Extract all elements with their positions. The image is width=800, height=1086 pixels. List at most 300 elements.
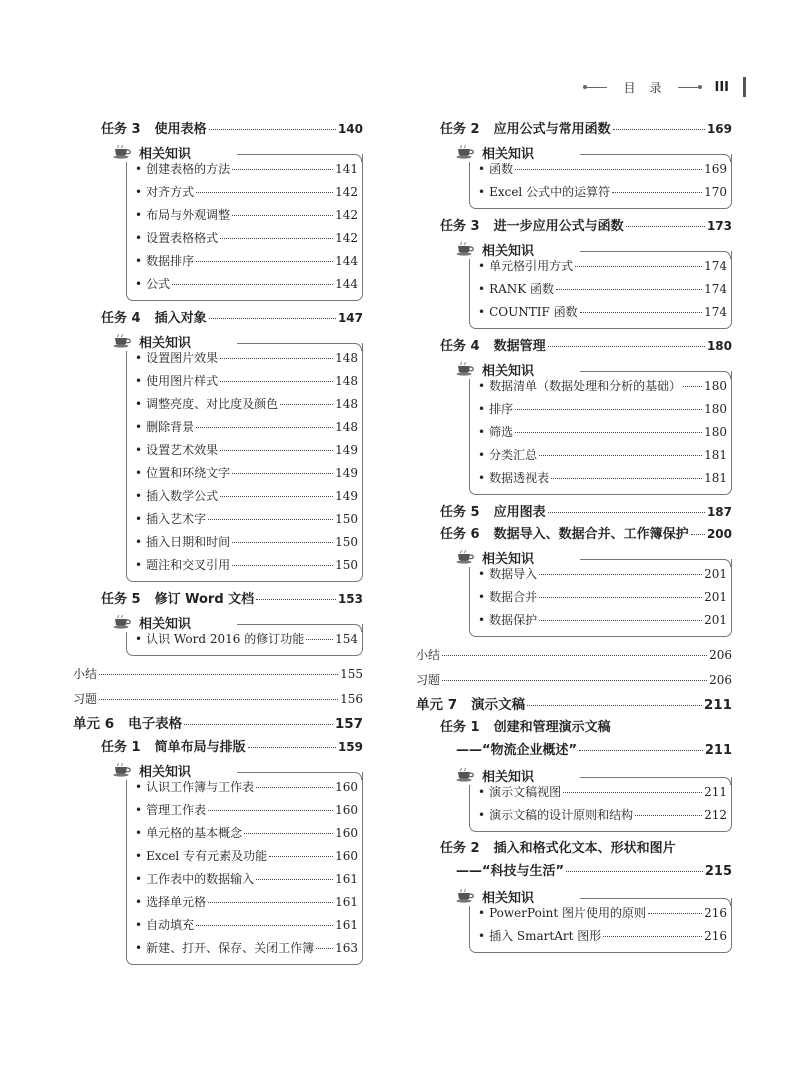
toc-task-entry[interactable] bbox=[440, 118, 732, 140]
entry-title bbox=[440, 717, 611, 739]
entry-page-number: 201 bbox=[704, 590, 727, 604]
entry-title-text: 函数 bbox=[489, 162, 514, 176]
dot-leader bbox=[442, 680, 707, 681]
entry-title bbox=[478, 804, 633, 827]
bullet-icon: • bbox=[478, 613, 486, 627]
entry-title bbox=[135, 845, 267, 868]
bullet-icon: • bbox=[478, 471, 486, 485]
bullet-icon: • bbox=[478, 425, 486, 439]
toc-knowledge-item[interactable] bbox=[135, 799, 358, 822]
dot-leader bbox=[527, 705, 702, 706]
bullet-icon: • bbox=[478, 929, 486, 943]
entry-title bbox=[135, 273, 170, 296]
dot-leader bbox=[269, 856, 333, 857]
entry-title bbox=[135, 462, 230, 485]
entry-page-number: 157 bbox=[334, 716, 363, 732]
dot-leader bbox=[515, 432, 702, 433]
bullet-icon: • bbox=[135, 162, 143, 176]
dot-leader bbox=[613, 129, 705, 130]
dot-leader bbox=[196, 192, 333, 193]
entry-title bbox=[478, 586, 537, 609]
bullet-icon: • bbox=[478, 162, 486, 176]
entry-title bbox=[440, 838, 676, 860]
toc-task-subtitle[interactable] bbox=[456, 739, 732, 763]
toc-unit-entry[interactable] bbox=[416, 693, 732, 717]
entry-title-text: 习题 bbox=[73, 692, 98, 706]
entry-page-number: 144 bbox=[335, 254, 358, 268]
dot-leader bbox=[563, 792, 702, 793]
coffee-cup-icon bbox=[456, 242, 476, 256]
related-knowledge-box bbox=[126, 764, 363, 965]
toc-task-entry[interactable] bbox=[101, 588, 363, 610]
related-knowledge-heading bbox=[456, 239, 538, 259]
entry-title-text: Excel 公式中的运算符 bbox=[489, 185, 611, 199]
toc-knowledge-item[interactable] bbox=[478, 804, 727, 827]
entry-title-text: 简单布局与排版 bbox=[154, 740, 246, 755]
entry-title bbox=[135, 227, 218, 250]
toc-task-entry[interactable] bbox=[440, 717, 732, 739]
dot-leader bbox=[515, 169, 702, 170]
entry-title-text: 调整亮度、对比度及颜色 bbox=[146, 397, 279, 411]
entry-title bbox=[440, 524, 689, 546]
entry-title-text: 新建、打开、保存、关闭工作簿 bbox=[146, 941, 315, 955]
toc-knowledge-item[interactable] bbox=[135, 439, 358, 462]
entry-title-text: 设置图片效果 bbox=[146, 351, 219, 365]
toc-knowledge-item[interactable] bbox=[135, 531, 358, 554]
related-knowledge-label: 相关知识 bbox=[482, 890, 535, 906]
entry-title-text: 使用图片样式 bbox=[146, 374, 219, 388]
dot-leader bbox=[209, 129, 336, 130]
toc-knowledge-item[interactable] bbox=[478, 586, 727, 609]
bullet-icon: • bbox=[478, 379, 486, 393]
entry-page-number: 181 bbox=[704, 471, 727, 485]
related-knowledge-box bbox=[469, 363, 732, 495]
entry-page-number: 174 bbox=[704, 259, 727, 273]
entry-title-text: 数据透视表 bbox=[489, 471, 550, 485]
bullet-icon: • bbox=[135, 849, 143, 863]
entry-title-text: COUNTIF 函数 bbox=[489, 305, 578, 319]
toc-misc-entry[interactable] bbox=[416, 668, 732, 693]
bullet-icon: • bbox=[135, 512, 143, 526]
dot-leader bbox=[232, 215, 333, 216]
toc-task-subtitle[interactable] bbox=[456, 860, 732, 884]
entry-title bbox=[135, 937, 314, 960]
toc-left-column bbox=[73, 118, 363, 971]
bullet-icon: • bbox=[478, 567, 486, 581]
toc-unit-entry[interactable] bbox=[73, 712, 363, 736]
entry-title bbox=[478, 181, 610, 204]
entry-title-text: 设置表格格式 bbox=[146, 231, 219, 245]
bullet-icon: • bbox=[478, 185, 486, 199]
toc-misc-entry[interactable] bbox=[416, 643, 732, 668]
entry-number: 任务 5 bbox=[440, 505, 480, 520]
toc-knowledge-item[interactable] bbox=[135, 462, 358, 485]
entry-title-text: 插入艺术字 bbox=[146, 512, 207, 526]
toc-misc-entry[interactable] bbox=[73, 662, 363, 687]
toc-knowledge-item[interactable] bbox=[135, 370, 358, 393]
entry-page-number: 206 bbox=[709, 648, 732, 662]
dot-leader bbox=[580, 312, 702, 313]
entry-title-text: 插入 SmartArt 图形 bbox=[489, 929, 602, 943]
entry-title-text: 创建和管理演示文稿 bbox=[493, 720, 611, 735]
bullet-icon: • bbox=[135, 895, 143, 909]
entry-title bbox=[135, 393, 278, 416]
toc-knowledge-item[interactable] bbox=[478, 181, 727, 204]
entry-title-text: 小结 bbox=[73, 667, 98, 681]
toc-task-entry[interactable] bbox=[440, 838, 732, 860]
entry-page-number: 180 bbox=[704, 402, 727, 416]
toc-knowledge-item[interactable] bbox=[135, 822, 358, 845]
entry-title-text: 管理工作表 bbox=[146, 803, 207, 817]
entry-title bbox=[440, 336, 546, 358]
entry-page-number: 148 bbox=[335, 374, 358, 388]
entry-title-text: 认识 Word 2016 的修订功能 bbox=[146, 632, 305, 646]
entry-number: 任务 1 bbox=[440, 720, 480, 735]
entry-number: 任务 6 bbox=[440, 527, 480, 542]
entry-page-number: 211 bbox=[703, 697, 732, 713]
entry-title bbox=[101, 119, 207, 141]
toc-task-entry[interactable] bbox=[440, 523, 732, 545]
dot-leader bbox=[256, 599, 336, 600]
toc-knowledge-item[interactable] bbox=[478, 278, 727, 301]
bullet-icon: • bbox=[135, 374, 143, 388]
dot-leader bbox=[635, 815, 702, 816]
related-knowledge-label: 相关知识 bbox=[139, 616, 192, 632]
dot-leader bbox=[548, 346, 705, 347]
entry-number: 任务 2 bbox=[440, 122, 480, 137]
header-edge-bar bbox=[743, 77, 746, 97]
toc-knowledge-item[interactable] bbox=[478, 398, 727, 421]
bullet-icon: • bbox=[478, 402, 486, 416]
entry-title bbox=[135, 891, 206, 914]
bullet-icon: • bbox=[135, 277, 143, 291]
entry-subtitle-text: ——“物流企业概述” bbox=[456, 743, 578, 758]
entry-page-number: 169 bbox=[706, 122, 732, 136]
toc-knowledge-item[interactable] bbox=[135, 227, 358, 250]
entry-page-number: 200 bbox=[706, 527, 732, 541]
related-knowledge-heading bbox=[456, 359, 538, 379]
entry-title-text: 单元格的基本概念 bbox=[146, 826, 243, 840]
dot-leader bbox=[539, 455, 702, 456]
entry-title-text: 插入和格式化文本、形状和图片 bbox=[493, 841, 676, 856]
entry-page-number: 160 bbox=[335, 826, 358, 840]
toc-task-entry[interactable] bbox=[440, 501, 732, 523]
entry-page-number: 142 bbox=[335, 185, 358, 199]
related-knowledge-label: 相关知识 bbox=[482, 243, 535, 259]
entry-page-number: 142 bbox=[335, 231, 358, 245]
toc-knowledge-item[interactable] bbox=[135, 485, 358, 508]
entry-title-text: 小结 bbox=[416, 648, 441, 662]
dot-leader bbox=[209, 318, 336, 319]
entry-number: 任务 5 bbox=[101, 592, 141, 607]
entry-title bbox=[440, 216, 624, 238]
dot-leader bbox=[626, 226, 705, 227]
entry-title bbox=[135, 181, 194, 204]
entry-title-text: 插入对象 bbox=[154, 311, 207, 326]
entry-title-text: 布局与外观调整 bbox=[146, 208, 231, 222]
entry-title bbox=[135, 485, 218, 508]
dot-leader bbox=[515, 409, 702, 410]
entry-number: 任务 1 bbox=[101, 740, 141, 755]
dot-leader bbox=[208, 902, 333, 903]
entry-title-text: 演示文稿 bbox=[471, 697, 526, 713]
toc-knowledge-item[interactable] bbox=[135, 554, 358, 577]
toc-task-entry[interactable] bbox=[101, 736, 363, 758]
toc-knowledge-item[interactable] bbox=[135, 393, 358, 416]
related-knowledge-heading bbox=[456, 765, 538, 785]
entry-page-number: 211 bbox=[704, 785, 727, 799]
related-knowledge-label: 相关知识 bbox=[139, 335, 192, 351]
entry-title bbox=[135, 370, 218, 393]
entry-number: 任务 4 bbox=[101, 311, 141, 326]
dot-leader bbox=[575, 266, 702, 267]
dot-leader bbox=[232, 169, 333, 170]
header-label: 目 录 bbox=[623, 80, 663, 95]
related-knowledge-box bbox=[126, 146, 363, 301]
bullet-icon: • bbox=[478, 590, 486, 604]
dot-leader bbox=[220, 450, 333, 451]
bullet-icon: • bbox=[135, 231, 143, 245]
header-ornament-right bbox=[678, 85, 702, 89]
dot-leader bbox=[220, 358, 333, 359]
entry-title bbox=[478, 925, 601, 948]
entry-page-number: 215 bbox=[704, 864, 732, 879]
entry-title bbox=[478, 609, 537, 632]
dot-leader bbox=[551, 478, 702, 479]
entry-title bbox=[135, 416, 194, 439]
dot-leader bbox=[208, 519, 333, 520]
bullet-icon: • bbox=[478, 906, 486, 920]
toc-task-entry[interactable] bbox=[440, 335, 732, 357]
related-knowledge-box bbox=[469, 146, 732, 209]
bullet-icon: • bbox=[135, 397, 143, 411]
bullet-icon: • bbox=[135, 351, 143, 365]
entry-title-text: 创建表格的方法 bbox=[146, 162, 231, 176]
entry-page-number: 216 bbox=[704, 929, 727, 943]
entry-title bbox=[135, 508, 206, 531]
entry-title-text: 数据导入 bbox=[489, 567, 538, 581]
dot-leader bbox=[539, 574, 702, 575]
entry-title-text: 设置艺术效果 bbox=[146, 443, 219, 457]
related-knowledge-heading bbox=[456, 142, 538, 162]
entry-page-number: 148 bbox=[335, 351, 358, 365]
entry-page-number: 201 bbox=[704, 613, 727, 627]
coffee-cup-icon bbox=[456, 362, 476, 376]
entry-title-text: 分类汇总 bbox=[489, 448, 538, 462]
entry-title-text: 数据合并 bbox=[489, 590, 538, 604]
dot-leader bbox=[232, 542, 333, 543]
dot-leader bbox=[612, 192, 702, 193]
related-knowledge-label: 相关知识 bbox=[482, 146, 535, 162]
entry-page-number: 160 bbox=[335, 780, 358, 794]
toc-knowledge-item[interactable] bbox=[478, 421, 727, 444]
toc-knowledge-item[interactable] bbox=[135, 250, 358, 273]
related-knowledge-box bbox=[126, 335, 363, 582]
entry-title bbox=[135, 799, 206, 822]
entry-title-text: 公式 bbox=[146, 277, 171, 291]
toc-knowledge-item[interactable] bbox=[135, 937, 358, 960]
entry-title bbox=[135, 531, 230, 554]
entry-page-number: 148 bbox=[335, 397, 358, 411]
entry-title bbox=[135, 914, 194, 937]
entry-title bbox=[101, 589, 254, 611]
toc-knowledge-item[interactable] bbox=[135, 914, 358, 937]
coffee-cup-icon bbox=[456, 768, 476, 782]
entry-title bbox=[135, 868, 254, 891]
header-ornament-left bbox=[583, 85, 607, 89]
entry-title-text: 应用图表 bbox=[493, 505, 546, 520]
entry-page-number: 155 bbox=[340, 667, 363, 681]
related-knowledge-box bbox=[126, 616, 363, 656]
entry-title bbox=[135, 439, 218, 462]
entry-title-text: 数据清单（数据处理和分析的基础） bbox=[489, 379, 682, 393]
dot-leader bbox=[256, 787, 333, 788]
dot-leader bbox=[539, 620, 702, 621]
related-knowledge-label: 相关知识 bbox=[482, 551, 535, 567]
dot-leader bbox=[196, 261, 333, 262]
entry-page-number: 147 bbox=[337, 311, 363, 325]
entry-title-text: 位置和环绕文字 bbox=[146, 466, 231, 480]
entry-page-number: 142 bbox=[335, 208, 358, 222]
entry-title-text: 习题 bbox=[416, 673, 441, 687]
entry-page-number: 144 bbox=[335, 277, 358, 291]
entry-page-number: 206 bbox=[709, 673, 732, 687]
entry-title-text: 应用公式与常用函数 bbox=[493, 122, 611, 137]
dot-leader bbox=[548, 512, 705, 513]
toc-knowledge-item[interactable] bbox=[135, 508, 358, 531]
entry-page-number: 181 bbox=[704, 448, 727, 462]
dot-leader bbox=[316, 948, 333, 949]
entry-page-number: 201 bbox=[704, 567, 727, 581]
entry-title-text: 排序 bbox=[489, 402, 514, 416]
related-knowledge-heading bbox=[113, 142, 195, 162]
dot-leader bbox=[196, 925, 333, 926]
toc-knowledge-item[interactable] bbox=[135, 273, 358, 296]
entry-title-text: 数据排序 bbox=[146, 254, 195, 268]
entry-title-text: PowerPoint 图片使用的原则 bbox=[489, 906, 647, 920]
bullet-icon: • bbox=[135, 558, 143, 572]
entry-title-text: 电子表格 bbox=[128, 716, 183, 732]
toc-knowledge-item[interactable] bbox=[135, 868, 358, 891]
toc-misc-entry[interactable] bbox=[73, 687, 363, 712]
entry-page-number: 161 bbox=[335, 895, 358, 909]
bullet-icon: • bbox=[135, 489, 143, 503]
entry-title-text: 题注和交叉引用 bbox=[146, 558, 231, 572]
dot-leader bbox=[280, 404, 333, 405]
toc-knowledge-item[interactable] bbox=[135, 416, 358, 439]
bullet-icon: • bbox=[135, 803, 143, 817]
coffee-cup-icon bbox=[456, 145, 476, 159]
entry-page-number: 161 bbox=[335, 918, 358, 932]
related-knowledge-box bbox=[469, 769, 732, 832]
entry-number: 任务 2 bbox=[440, 841, 480, 856]
bullet-icon: • bbox=[135, 443, 143, 457]
entry-page-number: 170 bbox=[704, 185, 727, 199]
dot-leader bbox=[539, 597, 702, 598]
dot-leader bbox=[579, 750, 703, 751]
bullet-icon: • bbox=[135, 185, 143, 199]
dot-leader bbox=[256, 879, 333, 880]
entry-page-number: 187 bbox=[706, 505, 732, 519]
related-knowledge-box bbox=[469, 890, 732, 953]
bullet-icon: • bbox=[135, 780, 143, 794]
toc-knowledge-item[interactable] bbox=[478, 925, 727, 948]
toc-knowledge-item[interactable] bbox=[135, 845, 358, 868]
toc-knowledge-item[interactable] bbox=[478, 467, 727, 490]
entry-page-number: 149 bbox=[335, 489, 358, 503]
dot-leader bbox=[691, 534, 705, 535]
entry-title-text: 数据管理 bbox=[493, 339, 546, 354]
toc-knowledge-item[interactable] bbox=[135, 891, 358, 914]
dot-leader bbox=[99, 699, 338, 700]
entry-title bbox=[135, 250, 194, 273]
toc-task-entry[interactable] bbox=[440, 215, 732, 237]
dot-leader bbox=[556, 289, 702, 290]
dot-leader bbox=[196, 427, 333, 428]
toc-right-column bbox=[416, 118, 732, 959]
entry-page-number: 149 bbox=[335, 443, 358, 457]
toc-knowledge-item[interactable] bbox=[478, 444, 727, 467]
bullet-icon: • bbox=[135, 941, 143, 955]
entry-title-text: 筛选 bbox=[489, 425, 514, 439]
entry-page-number: 212 bbox=[704, 808, 727, 822]
entry-title-text: 数据保护 bbox=[489, 613, 538, 627]
dot-leader bbox=[683, 386, 702, 387]
entry-title-text: 演示文稿视图 bbox=[489, 785, 562, 799]
entry-page-number: 160 bbox=[335, 849, 358, 863]
entry-title bbox=[478, 398, 513, 421]
entry-page-number: 174 bbox=[704, 305, 727, 319]
entry-page-number: 169 bbox=[704, 162, 727, 176]
bullet-icon: • bbox=[135, 632, 143, 646]
entry-title-text: 插入日期和时间 bbox=[146, 535, 231, 549]
entry-page-number: 141 bbox=[335, 162, 358, 176]
dot-leader bbox=[442, 655, 707, 656]
bullet-icon: • bbox=[135, 872, 143, 886]
entry-page-number: 150 bbox=[335, 512, 358, 526]
entry-page-number: 149 bbox=[335, 466, 358, 480]
entry-title-text: 删除背景 bbox=[146, 420, 195, 434]
bullet-icon: • bbox=[478, 259, 486, 273]
coffee-cup-icon bbox=[456, 550, 476, 564]
related-knowledge-heading bbox=[456, 886, 538, 906]
bullet-icon: • bbox=[478, 785, 486, 799]
entry-page-number: 173 bbox=[706, 219, 732, 233]
toc-task-entry[interactable] bbox=[101, 307, 363, 329]
dot-leader bbox=[184, 724, 333, 725]
dot-leader bbox=[248, 747, 336, 748]
entry-title bbox=[73, 712, 182, 736]
toc-knowledge-item[interactable] bbox=[135, 204, 358, 227]
entry-page-number: 180 bbox=[704, 425, 727, 439]
toc-knowledge-item[interactable] bbox=[135, 181, 358, 204]
entry-title-text: 进一步应用公式与函数 bbox=[493, 219, 624, 234]
entry-title-text: RANK 函数 bbox=[489, 282, 555, 296]
dot-leader bbox=[172, 284, 333, 285]
toc-task-entry[interactable] bbox=[101, 118, 363, 140]
toc-knowledge-item[interactable] bbox=[478, 301, 727, 324]
entry-title bbox=[478, 278, 554, 301]
entry-title bbox=[135, 822, 242, 845]
dot-leader bbox=[220, 496, 333, 497]
bullet-icon: • bbox=[135, 466, 143, 480]
toc-knowledge-item[interactable] bbox=[478, 609, 727, 632]
related-knowledge-box bbox=[469, 551, 732, 637]
dot-leader bbox=[232, 473, 333, 474]
entry-page-number: 160 bbox=[335, 803, 358, 817]
bullet-icon: • bbox=[135, 420, 143, 434]
related-knowledge-label: 相关知识 bbox=[482, 363, 535, 379]
